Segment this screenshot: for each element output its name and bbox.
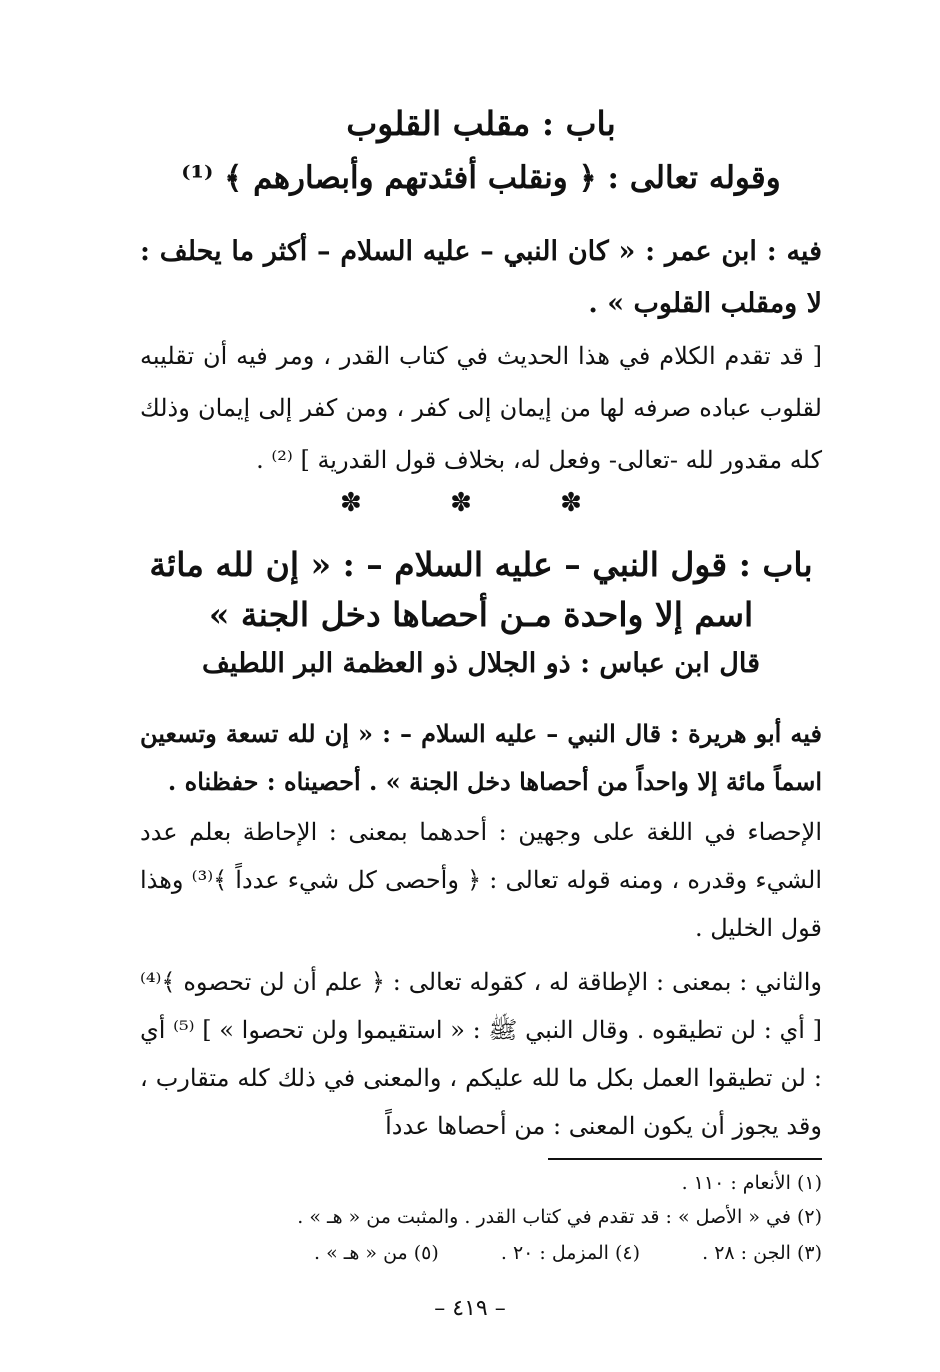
chapter-title: باب : مقلب القلوب [346, 104, 616, 143]
commentary-paragraph: [ قد تقدم الكلام في هذا الحديث في كتاب القدر ، ومر فيه أن تقليبه لقلوب عباده صرفه لها من إيمان إلى كفر ، ومن كفر إلى إيمان وذلك كله مقدور لله -تعالى- وفعل له، بخلاف قول القدرية ] ⁽²⁾ . [140, 342, 822, 474]
footnote-line-3 [140, 1236, 822, 1270]
footnote-1: (١) الأنعام : ١١٠ . [681, 1172, 822, 1194]
page-number: – ٤١٩ – [434, 1296, 506, 1321]
chapter-subtitle-2: قال ابن عباس : ذو الجلال ذو العظمة البر اللطيف [201, 648, 760, 679]
footnote-3: (٣) الجن : ٢٨ . [702, 1242, 822, 1264]
commentary-paragraph-3: والثاني : بمعنى : الإطاقة له ، كقوله تعالى : ﴿ علم أن لن تحصوه ﴾⁽⁴⁾ [ أي : لن تطيقوه . وقال النبي ﷺ : « استقيموا ولن تحصوا » ] ⁽⁵⁾ أي : لن تطيقوا العمل بكل ما لله عليكم ، والمعنى في ذلك كله متقارب ، وقد يجوز أن يكون المعنى : من أحصاها عدداً [140, 968, 823, 1140]
hadith-paragraph: فيه : ابن عمر : « كان النبي – عليه السلام – أكثر ما يحلف : لا ومقلب القلوب » . [140, 236, 822, 319]
footnote-2: (٢) في « الأصل » : قد تقدم في كتاب القدر . والمثبت من « هـ » . [297, 1206, 822, 1228]
commentary-paragraph-2: الإحصاء في اللغة على وجهين : أحدهما بمعنى : الإحاطة بعلم عدد الشيء وقدره ، ومنه قوله تعالى : ﴿ وأحصى كل شيء عدداً ﴾⁽³⁾ وهذا قول الخليل . [140, 818, 822, 942]
chapter-title-2: باب : قول النبي – عليه السلام – : « إن لله مائة اسم إلا واحدة مـن أحصاها دخل الجنة » [149, 545, 813, 634]
footnote-divider [548, 1158, 822, 1160]
footnote-5: (٥) من « هـ » . [314, 1242, 439, 1264]
hadith-paragraph-2: فيه أبو هريرة : قال النبي – عليه السلام – : « إن لله تسعة وتسعين اسماً مائة إلا واحداً من أحصاها دخل الجنة » . أحصيناه : حفظناه . [140, 719, 822, 796]
chapter-subtitle-verse: وقوله تعالى : ﴿ ونقلب أفئدتهم وأبصارهم ﴾ ⁽¹⁾ [181, 160, 781, 196]
footnote-4: (٤) المزمل : ٢٠ . [500, 1242, 641, 1264]
section-separator: ✽ ✽ ✽ [340, 488, 622, 518]
